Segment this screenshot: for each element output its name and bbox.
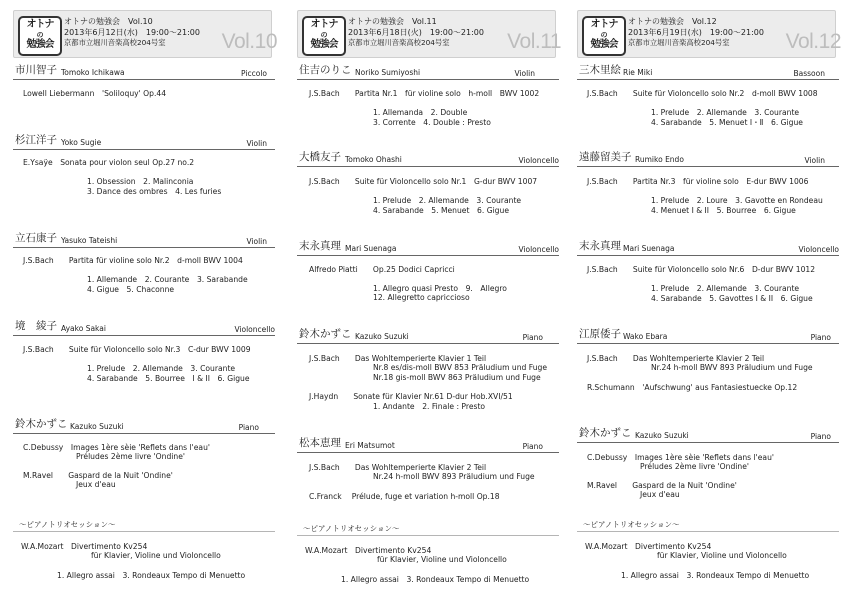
trio-session-block: [13, 519, 275, 580]
performer-instrument: Violoncello: [234, 325, 275, 334]
program-line: Nr.24 h-moll BWV 893 Präludium und Fuge: [373, 472, 535, 481]
event-place: 京都市立堀川音楽高校204号室: [348, 38, 450, 47]
performer-block: [13, 320, 275, 383]
performer-block: [577, 328, 839, 392]
performer-name-en: Rie Miki: [623, 68, 653, 77]
performer-name-jp: 江原倭子: [579, 328, 621, 340]
program-line: 4. Menuet I & II 5. Bourree 6. Gigue: [651, 206, 796, 215]
program-line: Préludes 2ème livre 'Ondine': [640, 462, 749, 471]
event-logo: [582, 16, 626, 56]
performer-name-en: Kazuko Suzuki: [635, 431, 689, 440]
program-line: 4. Sarabande 5. Menuet 6. Gigue: [373, 206, 509, 215]
performer-instrument: Violin: [514, 69, 535, 78]
event-logo: [18, 16, 62, 56]
trio-session-block: [297, 523, 559, 584]
program-line: J.S.Bach Das Wohltemperierte Klavier 1 Teil: [309, 354, 487, 363]
program-line: 1. Allegro assai 3. Rondeaux Tempo di Menuetto: [621, 571, 810, 580]
program-line: 4. Gigue 5. Chaconne: [87, 285, 175, 294]
logo-line2: の: [600, 30, 608, 39]
performer-instrument: Violoncello: [798, 245, 839, 254]
program-line: Nr.24 h-moll BWV 893 Präludium und Fuge: [651, 363, 813, 372]
logo-line1: オトナ: [590, 19, 618, 30]
performer-block: [577, 240, 839, 303]
program-column-vol12: [577, 0, 842, 595]
program-line: 1. Prelude 2. Allemande 3. Courante: [651, 284, 800, 293]
program-line: J.Haydn Sonate für Klavier Nr.61 D-dur Hob.XVI/51: [309, 392, 513, 401]
performer-block: [13, 232, 275, 294]
program-line: 1. Obsession 2. Malinconia: [87, 177, 194, 186]
performer-block: [297, 328, 559, 411]
performer-name-en: Kazuko Suzuki: [355, 332, 409, 341]
logo-line3: 勉強会: [26, 39, 54, 50]
program-header: [13, 10, 277, 58]
session-title: ～ピアノトリオセッション～: [13, 519, 275, 532]
performer-instrument: Bassoon: [793, 69, 825, 78]
program-line: Jeux d'eau: [76, 480, 116, 489]
program-line: J.S.Bach Partita Nr.1 für violine solo h-moll BWV 1002: [309, 89, 540, 98]
performer-name-jp: 鈴木かずこ: [15, 418, 68, 430]
program-column-vol10: [13, 0, 283, 595]
program-line: 3. Dance des ombres 4. Les furies: [87, 187, 222, 196]
event-logo: [302, 16, 346, 56]
program-line: 1. Andante 2. Finale : Presto: [373, 402, 486, 411]
program-line: C.Franck Prélude, fuge et variation h-moll Op.18: [309, 492, 500, 501]
performer-instrument: Piano: [810, 333, 831, 342]
program-line: für Klavier, Violine und Violoncello: [91, 551, 221, 560]
program-line: J.S.Bach Suite für Violoncello solo Nr.2 d-moll BWV 1008: [587, 89, 818, 98]
performer-name-jp: 杉江洋子: [15, 134, 57, 146]
performer-name-jp: 末永真理: [299, 240, 341, 252]
performer-instrument: Piccolo: [241, 69, 267, 78]
trio-session-block: [577, 519, 839, 580]
program-line: 3. Corrente 4. Double : Presto: [373, 118, 491, 127]
performer-name-jp: 市川智子: [15, 64, 57, 76]
performer-block: [13, 134, 275, 196]
program-line: für Klavier, Violine und Violoncello: [377, 555, 507, 564]
performer-name-en: Rumiko Endo: [635, 155, 684, 164]
program-line: 1. Allemande 2. Courante 3. Sarabande: [87, 275, 248, 284]
event-place: 京都市立堀川音楽高校204号室: [64, 38, 166, 47]
performer-name-en: Mari Suenaga: [623, 244, 675, 253]
performer-instrument: Piano: [810, 432, 831, 441]
event-date: 2013年6月19日(水) 19:00～21:00: [628, 28, 764, 37]
event-title: オトナの勉強会 Vol.11: [348, 17, 437, 26]
performer-block: [297, 240, 559, 302]
program-line: 4. Sarabande 5. Menuet Ⅰ・Ⅱ 6. Gigue: [651, 118, 803, 127]
program-line: 1. Allegro assai 3. Rondeaux Tempo di Menuetto: [57, 571, 246, 580]
event-date: 2013年6月18日(火) 19:00～21:00: [348, 28, 484, 37]
program-line: 4. Sarabande 5. Bourree I & II 6. Gigue: [87, 374, 250, 383]
performer-block: [13, 418, 275, 489]
performer-name-jp: 鈴木かずこ: [299, 328, 352, 340]
event-date: 2013年6月12日(水) 19:00～21:00: [64, 28, 200, 37]
performer-block: [577, 64, 839, 127]
volume-number: Vol.11: [507, 30, 561, 53]
performer-name-jp: 住吉のりこ: [299, 64, 352, 76]
event-title: オトナの勉強会 Vol.10: [64, 17, 153, 26]
performer-instrument: Piano: [522, 442, 543, 451]
program-line: J.S.Bach Partita Nr.3 für violine solo E-dur BWV 1006: [587, 177, 809, 186]
program-line: W.A.Mozart Divertimento Kv254: [305, 546, 432, 555]
performer-name-jp: 末永真理: [579, 240, 621, 252]
program-column-vol11: [297, 0, 567, 595]
performer-name-en: Eri Matsumot: [345, 441, 395, 450]
program-line: J.S.Bach Suite für Violoncello solo Nr.3 C-dur BWV 1009: [23, 345, 251, 354]
volume-number: Vol.12: [785, 30, 841, 53]
logo-line1: オトナ: [26, 19, 54, 30]
program-line: M.Ravel Gaspard de la Nuit 'Ondine': [587, 481, 737, 490]
performer-name-jp: 鈴木かずこ: [579, 427, 632, 439]
performer-name-en: Tomoko Ohashi: [345, 155, 402, 164]
program-line: 1. Prelude 2. Allemande 3. Courante: [373, 196, 522, 205]
performer-block: [297, 64, 559, 127]
performer-instrument: Violoncello: [518, 245, 559, 254]
program-line: Lowell Liebermann 'Soliloquy' Op.44: [23, 89, 167, 98]
program-header: [577, 10, 841, 58]
performer-instrument: Violin: [246, 237, 267, 246]
program-line: J.S.Bach Das Wohltemperierte Klavier 2 Teil: [587, 354, 765, 363]
logo-line2: の: [36, 30, 44, 39]
session-title: ～ピアノトリオセッション～: [577, 519, 839, 532]
performer-name-en: Kazuko Suzuki: [70, 422, 124, 431]
program-line: C.Debussy Images 1ère sèie 'Reflets dans l'eau': [587, 453, 774, 462]
program-line: Jeux d'eau: [640, 490, 680, 499]
program-line: 12. Allegretto capriccioso: [373, 293, 470, 302]
logo-line1: オトナ: [310, 19, 338, 30]
event-title: オトナの勉強会 Vol.12: [628, 17, 717, 26]
performer-name-en: Yoko Sugie: [61, 138, 102, 147]
performer-block: [297, 437, 559, 501]
performer-block: [577, 427, 839, 499]
performer-block: [13, 64, 275, 98]
program-line: W.A.Mozart Divertimento Kv254: [585, 542, 712, 551]
program-line: Nr.18 gis-moll BWV 863 Präludium und Fuge: [373, 373, 541, 382]
program-line: J.S.Bach Partita für violine solo Nr.2 d-moll BWV 1004: [23, 256, 243, 265]
program-line: J.S.Bach Suite für Violoncello solo Nr.6 D-dur BWV 1012: [587, 265, 816, 274]
program-line: für Klavier, Violine und Violoncello: [657, 551, 787, 560]
program-header: [297, 10, 561, 58]
program-line: 1. Allegro assai 3. Rondeaux Tempo di Menuetto: [341, 575, 530, 584]
performer-name-en: Wako Ebara: [623, 332, 668, 341]
program-line: 1. Allegro quasi Presto 9. Allegro: [373, 284, 507, 293]
performer-name-en: Ayako Sakai: [61, 324, 106, 333]
performer-instrument: Piano: [522, 333, 543, 342]
program-line: Nr.8 es/dis-moll BWV 853 Präludium und Fuge: [373, 363, 548, 372]
program-line: 4. Sarabande 5. Gavottes I & II 6. Gigue: [651, 294, 813, 303]
performer-name-jp: 三木里絵: [579, 64, 621, 76]
logo-line3: 勉強会: [590, 39, 618, 50]
performer-name-en: Noriko Sumiyoshi: [355, 68, 421, 77]
program-line: 1. Prelude 2. Allemande 3. Courante: [651, 108, 800, 117]
program-line: M.Ravel Gaspard de la Nuit 'Ondine': [23, 471, 173, 480]
program-line: C.Debussy Images 1ère sèie 'Reflets dans l'eau': [23, 443, 210, 452]
program-line: Préludes 2ème livre 'Ondine': [76, 452, 185, 461]
program-line: 1. Prelude 2. Allemande 3. Courante: [87, 364, 236, 373]
program-line: 1. Prelude 2. Loure 3. Gavotte en Rondeau: [651, 196, 823, 205]
performer-instrument: Violoncello: [518, 156, 559, 165]
performer-name-en: Tomoko Ichikawa: [61, 68, 125, 77]
program-line: J.S.Bach Suite für Violoncello solo Nr.1 G-dur BWV 1007: [309, 177, 538, 186]
logo-line2: の: [320, 30, 328, 39]
performer-block: [297, 151, 559, 215]
program-line: R.Schumann 'Aufschwung' aus Fantasiestuecke Op.12: [587, 383, 798, 392]
performer-instrument: Piano: [238, 423, 259, 432]
program-line: J.S.Bach Das Wohltemperierte Klavier 2 Teil: [309, 463, 487, 472]
performer-name-jp: 立石康子: [15, 232, 57, 244]
program-line: 1. Allemanda 2. Double: [373, 108, 468, 117]
performer-name-jp: 大橋友子: [299, 151, 341, 163]
program-line: W.A.Mozart Divertimento Kv254: [21, 542, 148, 551]
performer-instrument: Violin: [804, 156, 825, 165]
program-line: E.Ysaÿe Sonata pour violon seul Op.27 no.2: [23, 158, 195, 167]
performer-block: [577, 151, 839, 215]
session-title: ～ピアノトリオセッション～: [297, 523, 559, 536]
performer-instrument: Violin: [246, 139, 267, 148]
event-place: 京都市立堀川音楽高校204号室: [628, 38, 730, 47]
performer-name-jp: 境 綾子: [15, 320, 57, 332]
program-line: Alfredo Piatti Op.25 Dodici Capricci: [309, 265, 455, 274]
performer-name-jp: 松本恵理: [299, 437, 341, 449]
performer-name-en: Mari Suenaga: [345, 244, 397, 253]
volume-number: Vol.10: [221, 30, 277, 53]
performer-name-en: Yasuko Tateishi: [61, 236, 118, 245]
logo-line3: 勉強会: [310, 39, 338, 50]
performer-name-jp: 遠藤留美子: [579, 151, 632, 163]
